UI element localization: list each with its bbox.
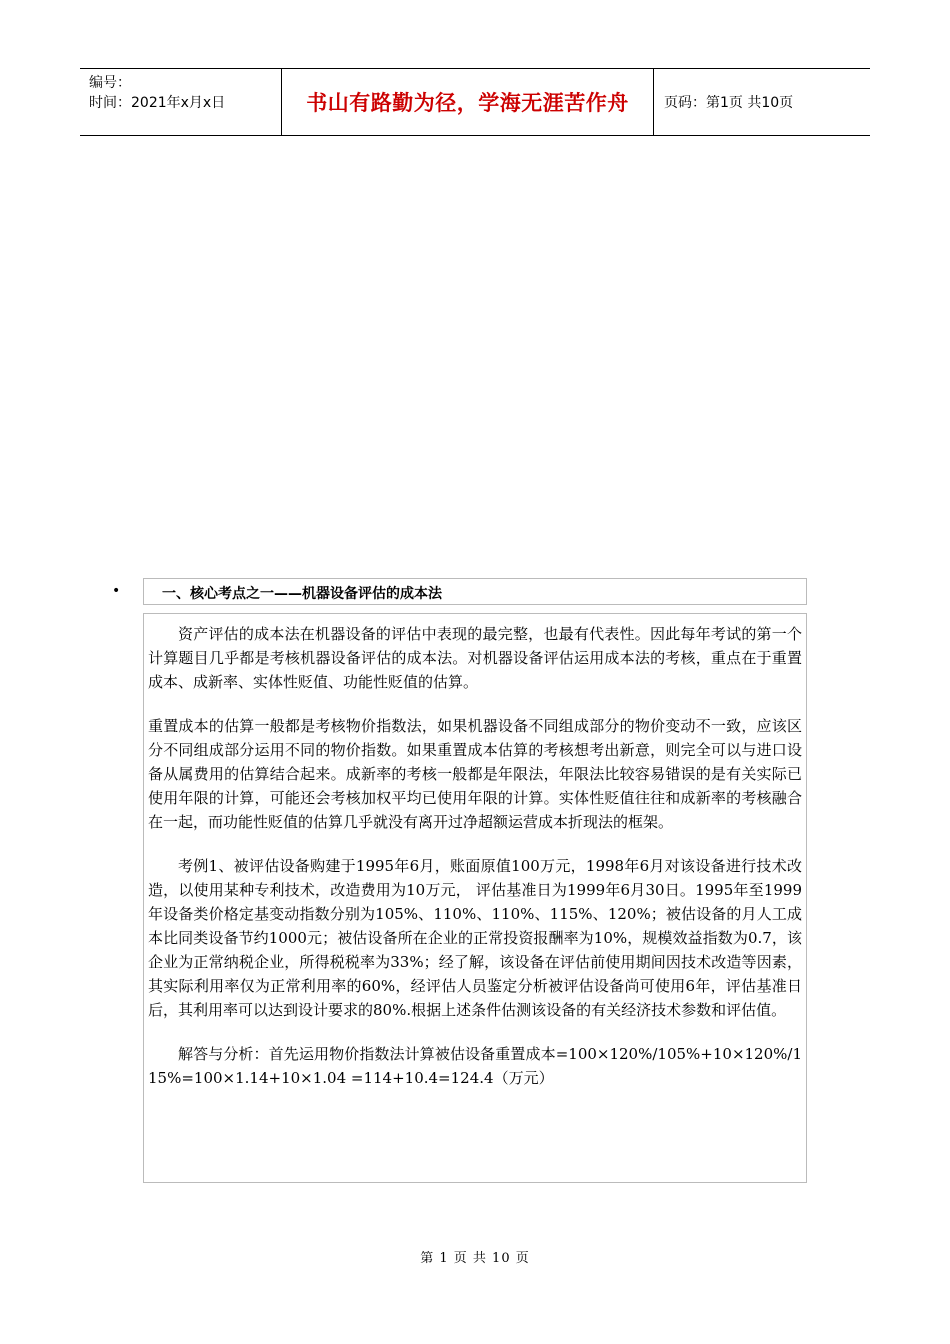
header-motto: 书山有路勤为径，学海无涯苦作舟 (306, 91, 629, 115)
paragraph-example: 考例1、被评估设备购建于1995年6月，账面原值100万元，1998年6月对该设备进行技术改造，以使用某种专利技术，改造费用为10万元， 评估基准日为1999年6月30日。1995年至1999年设备类价格定基变动指数分别为105%、110%、110%、115%、120%；被估设备的月人工成本比同类设备节约1000元；被估设备所在企业的正常投资报酬率为10%，规模效益指数为0.7，该企业为正常纳税企业，所得税税率为33%；经了解，该设备在评估前使用期间因技术改造等因素，其实际利用率仅为正常利用率的60%，经评估人员鉴定分析被评估设备尚可使用6年，评估基准日后，其利用率可以达到设计要求的80%.根据上述条件估测该设备的有关经济技术参数和评估值。 (148, 857, 802, 1019)
paragraph-answer: 解答与分析：首先运用物价指数法计算被估设备重置成本=100×120%/105%+10×120%/115%=100×1.14+10×1.04 =114+10.4=124.4（万元） (148, 1045, 802, 1087)
paragraph-replacement-cost: 重置成本的估算一般都是考核物价指数法，如果机器设备不同组成部分的物价变动不一致，应该区分不同组成部分运用不同的物价指数。如果重置成本估算的考核想考出新意，则完全可以与进口设备从属费用的估算结合起来。成新率的考核一般都是年限法，年限法比较容易错误的是有关实际已使用年限的计算，可能还会考核加权平均已使用年限的计算。实体性贬值往往和成新率的考核融合在一起，而功能性贬值的估算几乎就没有离开过净超额运营成本折现法的框架。 (148, 717, 802, 831)
document-time-label: 时间：2021年x月x日 (89, 95, 226, 111)
header-motto-cell (282, 69, 654, 135)
document-number-label: 编号： (89, 75, 131, 91)
page-footer: 第 1 页 共 10 页 (420, 1251, 530, 1266)
header-table (80, 68, 870, 136)
header-meta-cell (80, 69, 282, 135)
paragraph-intro: 资产评估的成本法在机器设备的评估中表现的最完整，也最有代表性。因此每年考试的第一个计算题目几乎都是考核机器设备评估的成本法。对机器设备评估运用成本法的考核，重点在于重置成本、成新率、实体性贬值、功能性贬值的估算。 (148, 625, 802, 691)
section-title: 一、核心考点之一——机器设备评估的成本法 (162, 586, 442, 602)
content-box (143, 613, 807, 1183)
header-page-code: 页码：第1页 共10页 (664, 95, 794, 111)
header-page-cell (654, 69, 870, 135)
section-bullet: • (112, 583, 121, 599)
